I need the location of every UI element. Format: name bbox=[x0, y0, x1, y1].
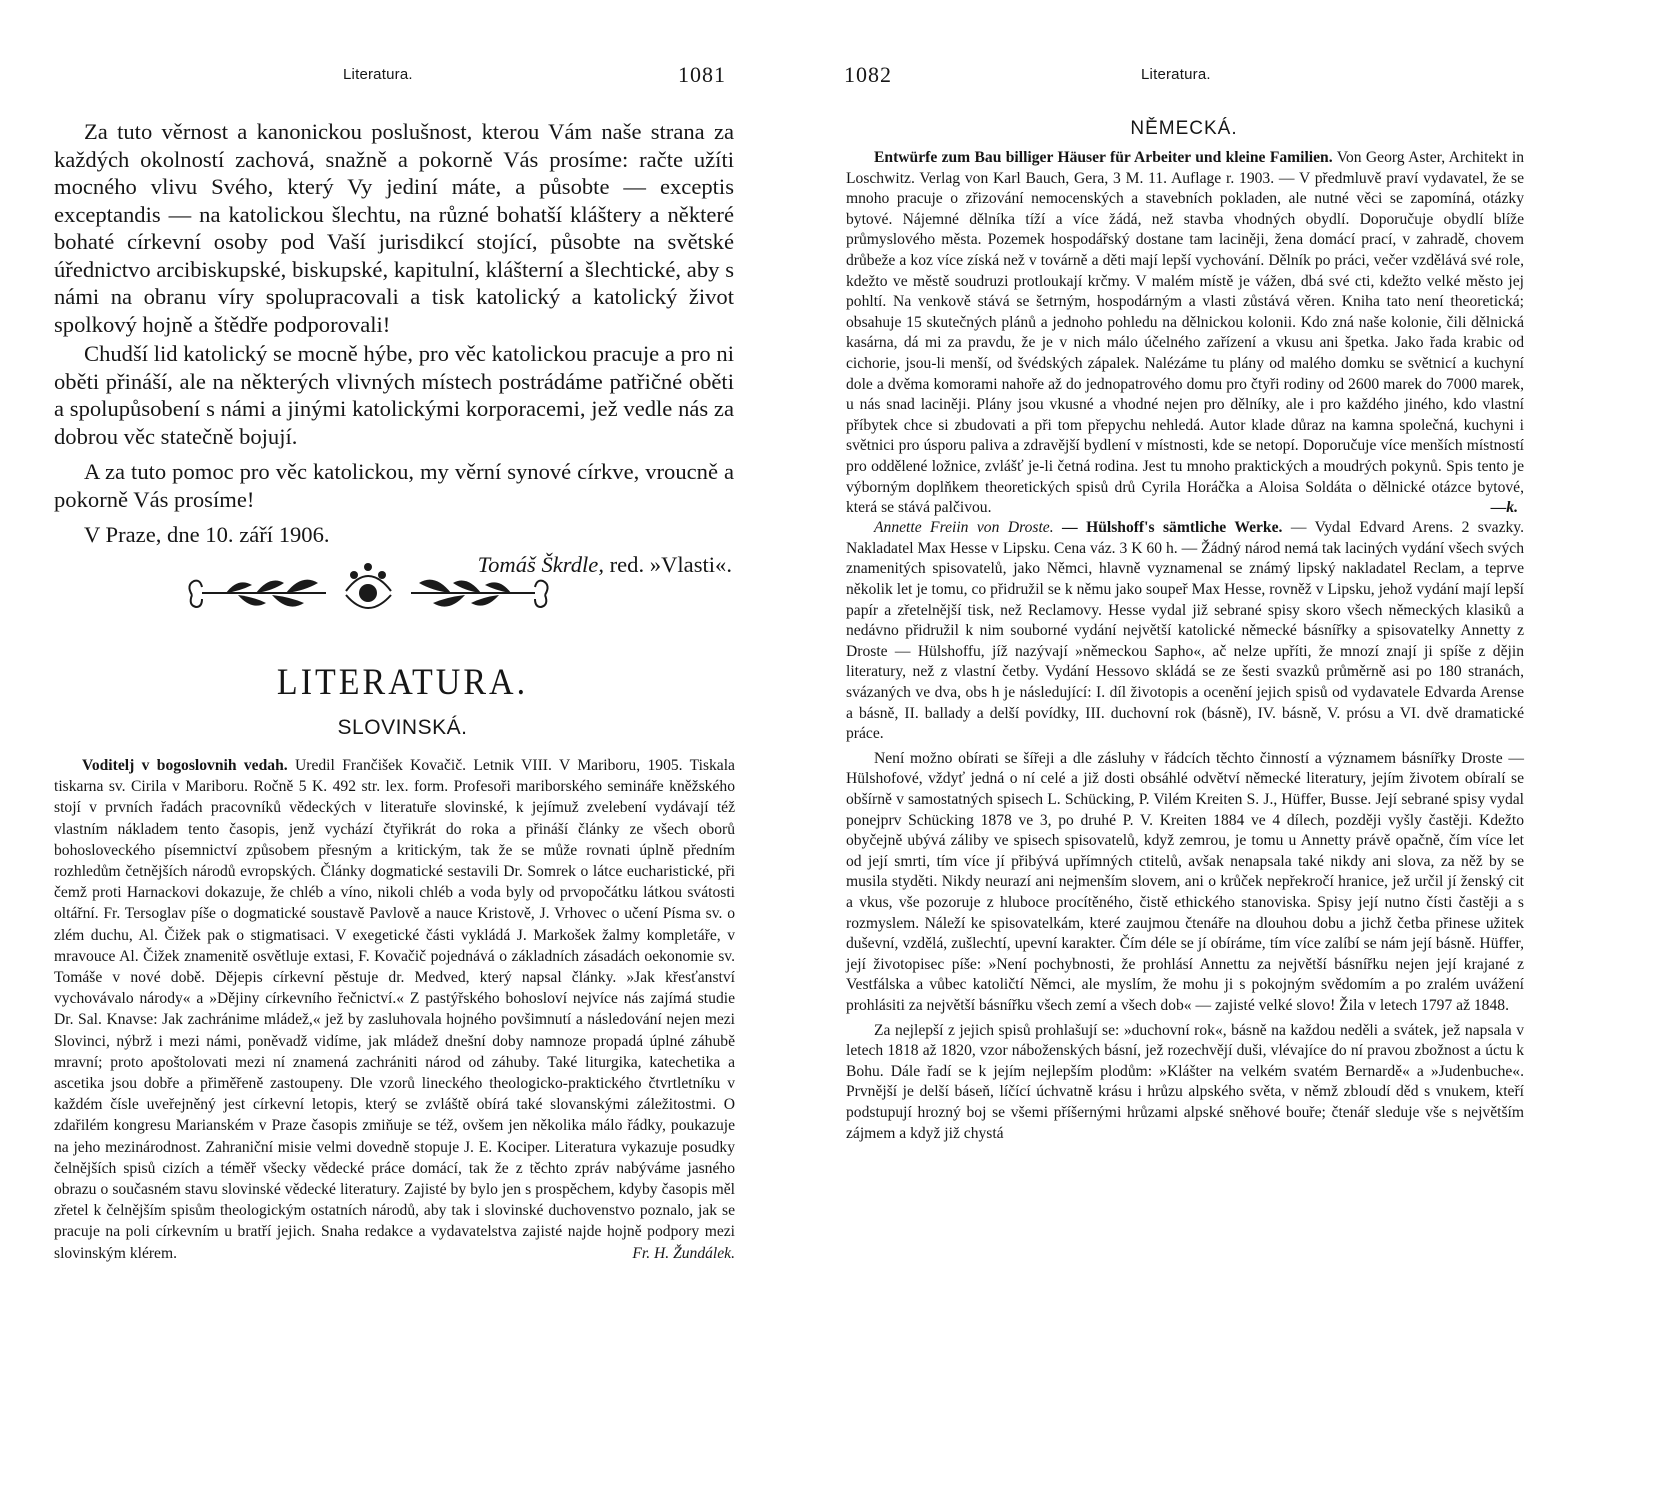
review-signature: Fr. H. Žundálek. bbox=[632, 1244, 735, 1262]
review1-title: Entwürfe zum Bau billiger Häuser für Arbeiter und kleine Familien. bbox=[874, 149, 1333, 166]
letter-paragraph: Za tuto věrnost a kanonickou poslušnost, kterou Vám naše strana za každých okolností zachová, snažně a pokorně Vás prosíme: račte užíti mocného vlivu Svého, který Vy jediní máte, a působte — exceptis exceptandis — na katolickou šlechtu, na různé bohatší kláštery a některé bohaté církevní osoby pod Vaší jurisdikcí stojící, působte na světské úřednictvo arcibiskupské, biskupské, kapitulní, klášterní a šlechtické, aby s námi na obranu víry spolupracovali a tisk katolický a katolický život spolkový hojně a štědře podporovali! bbox=[54, 119, 734, 337]
section-title: LITERATURA. bbox=[276, 662, 529, 703]
signature-role: red. »Vlasti«. bbox=[603, 551, 732, 577]
letter-paragraph: Chudší lid katolický se mocně hýbe, pro věc katolickou pracuje a pro ni oběti přináší, ale na některých vlivných místech postrádáme patřičné oběti a spolupůsobení s námi a jinými katolickými korporacemi, jež vedle nás za dobrou věc statečně bojují. bbox=[54, 341, 734, 449]
floral-ornament-icon bbox=[186, 555, 551, 625]
running-head: Literatura. bbox=[343, 66, 413, 83]
review-text: Uredil Frančišek Kovačič. Letnik VIII. V Mariboru, 1905. Tiskala tiskarna sv. Cirila v Mariboru. Ročně 5 K. 492 str. lex. form. Profesoři mariborského semináře kněžského stojí v prvních řadách pracovníků vědeckých v literatuře slovinské, k jejímuž zvelebení vydávají též vlastním nákladem tento časopis, jenž vychází čtyřikrát do roka a přináší články ze všech oborů bohosloveckého písemnictví způsobem přesným a kritickým, tak že se může rovnati úplně předním rozhledům četnějších národů evropských. Články dogmatické sestavili Dr. Somrek o látce eucharistické, při čemž proti Harnackovi dokazuje, že chléb a víno, nikoli chléb a voda byly od prvopočátku látkou svátosti oltářní. Fr. Tersoglav píše o dogmatické soustavě Pavlově a nauce Kristově, J. Vrhovec o učení Písma sv. o zlém duchu, Al. Čižek pak o stigmatisaci. V exegetické části vykládá J. Markošek žalmy kompletáře, v mravouce Al. Čižek znamenitě osvětluje extasi, F. Kovačič pojednává o základních zásadách oekonomie sv. Tomáše v nové době. Dějepis církevní pěstuje dr. Medved, který napsal články. »Jak křesťanství vychovávalo národy« a »Dějiny církevního řečnictví.« Z pastýřského bohosloví nejvíce nás zajímá studie Dr. Sal. Knavse: Jak zachránime mládež,« jež by zasluhovala hojného povšimnutí a následování nejen mezi Slovinci, nýbrž i mezi námi, poněvadž vidíme, jak mládež dnešní doby namnoze propadá úplné záhubě mravní; proto apoštolovati mezi ní znamená zachrániti národ od záhuby. Také liturgika, katechetika a ascetika jsou dobře a přiměřeně zastoupeny. Dle vzorů lineckého theologicko-praktického čtvrtletníku v každém čísle uveřejněný jest církevní letopis, který se zvláště obírá také slovanskými záležitostmi. O zdařilém kongresu Marianském v Praze časopis zmiňuje se též, ovšem jen několika málo řádky, poukazuje na jeho mezinárodnost. Zahraniční misie velmi dovedně stopuje J. E. Kociper. Literatura vykazuje posudky čelnějších spisů cizích a téměř všecky vědecké práce domácí, tak že z těchto zpráv nabýváme jasného obrazu o současném stavu slovinské vědecké literatury. Zajisté by bylo jen s prospěchem, kdyby časopis měl zřetel k čelnějším spisům theologickým ostatních národů, aby tak i slovinské duchovenstvo poznalo, jak se pracuje na poli církevním u bratří jejich. Snaha redakce a vydavatelstva zajisté najde hojně podpory mezi slovinským klérem. bbox=[54, 757, 735, 1262]
review1-text: Von Georg Aster, Architekt in Loschwitz. Verlag von Karl Bauch, Gera, 3 M. 11. Auflage r. 1903. — V předmluvě praví vydavatel, že se mnoho pracuje o zřizování nemocenských a stavebních pokladen, ale nutné věci se zapomíná, otázky bytové. Nájemné dělníka tíží a více žádá, než stavba vhodných obydlí. Doporučuje obydlí blíže průmyslového města. Pozemek hospodářský dostane tam laciněji, žena domácí prací, v zahradě, chovem drůbeže a koz více získá než v továrně a děti mají lepší vychování. Dělník po práci, večer vzdělává své role, kdežto ve městě soudruzi protloukají krčmy. V malém místě je vážen, dbá své cti, kdežto velké město jej pohltí. Na venkově stává se šetrným, hospodárným a vlasti zůstává věren. Kniha tato není theoretická; obsahuje 15 skutečných plánů a jednoho pohledu na dělnickou kolonii. Kdo zná naše kolonie, čili dělnická kasárna, dá mi za pravdu, že je v nich málo účelného zařízení a vkusu ani špetka. Jako řada krabic od cichorie, jsou-li menší, od švédských zápalek. Nalézáme tu plány od malého domku se světnicí a kuchyní dole a dvěma komorami nahoře až do jednopatrového domu pro čtyři rodiny od 2600 marek do 7000 marek, u nás snad laciněji. Plány jsou vkusné a vhodné nejen pro dělníky, ale i pro každého jiného, kdo vlastní příbytek chce si zbudovati a při tom přepychu nehledá. Autor klade důraz na kamna společná, kuchyni i světnici pro úsporu paliva a zdravější bydlení v místnosti, kde se netopí. Doporučuje více menších místností pro oddělené ložnice, zvlášť je-li četná rodina. Jest tu mnoho praktických a moudrých pokynů. Spis tento je výborným doplňkem theoretických spisů drů Cyrila Horáčka a Aloisa Soldáta o dělnické otázce bytové, která se stává palčivou. bbox=[846, 149, 1524, 517]
slovenian-review bbox=[54, 755, 735, 1264]
review1-signature: —k. bbox=[1490, 498, 1518, 516]
signature-name: Tomáš Škrdle, bbox=[477, 551, 604, 577]
review2-title: — Hülshoff's sämtliche Werke. bbox=[1053, 519, 1283, 537]
page-number: 1081 bbox=[678, 62, 726, 87]
right-page bbox=[834, 0, 1668, 1500]
letter-paragraph: A za tuto pomoc pro věc katolickou, my věrní synové církve, vroucně a pokorně Vás prosíme! bbox=[54, 459, 734, 512]
petition-letter bbox=[54, 118, 734, 578]
review-paragraph: Za nejlepší z jejich spisů prohlašují se: »duchovní rok«, básně na každou neděli a svátek, jež napsala v letech 1818 až 1820, vzor náboženských básní, jež rozechvějí duši, vlévajíce do ní pravou zbožnost a úctu k Bohu. Dále řadí se k jejím nejlepším plodům: »Klášter na velkém svatém Bernardě« a »Judenbuche«. Prvnější je delší báseň, líčící úchvatně krásu i hrůzu alpského světa, v němž zbloudí děd s vnukem, kteří podstupují hrozný boj se všemi příšernými hrůzami alpské sněhové bouře; čtenář sleduje vše s největším zájmem a když již chystá bbox=[846, 1021, 1524, 1142]
review-paragraph: Není možno obírati se šířeji a dle zásluhy v řádcích těchto činností a významem básnířky Droste — Hülshofové, vždyť jedná o ní celé a již dosti obsáhlé odvětví německé literatury, jejím životem obíralí se obšírně v samostatných spisech L. Schücking, P. Vilém Kreiten S. J., Hüffer, Busse. Její sebrané spisy vydal ponejprv Schücking 1878 ve 3, po druhé P. V. Kreiten 1884 ve 4 dílech, později vyšly častěji. Kdežto obyčejně ubývá záliby ve spisech spisovatelů, když zemrou, je tomu u Annetty právě opačně, čím více let od její smrti, tím více jí přibývá upřímných ctitelů, avšak nenapsala také nikdy ani slova, za něž by se musila styděti. Nikdy neurazí ani nejmenším slovem, ani o krůček nepřekročí hranice, jež určil jí ženský cit a vkus, vše pozoruje z hluboce procítěného, čistě ethického stanoviska. Spisy její nutno čísti častěji a s rozmyslem. Náleží ke spisovatelkám, které zaujmou čtenáře na dlouhou dobu a jichž četba přinese užitek duševní, vzdělá, zušlechtí, upevní karakter. Čím déle se jí obíráme, tím více zalíbí se nám její básně. Hüffer, její životopisec píše: »Není pochybnosti, že prohlásí Annettu za největší básnířku nejen její krajané z Vestfálska a vůbec katoličtí Němci, ale myslím, že mohu ji s pokojným svědomím a po zralém uvážení prohlásiti za největší básnířku všech zemí a všech dob« — zajisté velké slovo! Žila v letech 1797 až 1848. bbox=[846, 749, 1524, 1014]
running-head: Literatura. bbox=[1141, 66, 1211, 83]
review2-author: Annette Freiin von Droste. bbox=[874, 519, 1054, 537]
review-paragraph bbox=[846, 148, 1524, 519]
review-title: Voditelj v bogoslovnih vedah. bbox=[82, 757, 288, 774]
page-number: 1082 bbox=[844, 62, 892, 87]
dateline: V Praze, dne 10. září 1906. bbox=[84, 522, 330, 547]
subsection-title: SLOVINSKÁ. bbox=[337, 716, 468, 739]
review-paragraph bbox=[54, 755, 735, 1264]
review-paragraph bbox=[846, 518, 1524, 745]
review2-text: — Vydal Edvard Arens. 2 svazky. Nakladatel Max Hesse v Lipsku. Cena váz. 3 K 60 h. — Žádný národ nemá tak laciných vydání všech svých znamenitých spisovatelů, jako Němci, hlavně vyznamenal se známý lipský nakladatel Reclam, a teprve několik let je tomu, co přidružil se k němu jako soupeř Max Hesse, rovněž v Lipsku, jehož vydání mají lepší papír a zřetelnější tisk, než Reclamovy. Hesse vydal již sebrané spisy skoro všech německých klasiků a nedávno přidružil k nim souborné vydání největší katolické německé básnířky a spisovatelky Annetty z Droste — Hülshoffu, jíž nazývají »německou Sapho«, ač nelze upříti, že mnozí znají ji spíše z dějin literatury, než z vlastní četby. Vydání Hessovo skládá se ze šesti svazků průměrně asi po 180 stranách, svázaných ve dva, obs h je následující: I. díl životopis a ocenění jejich spisů od vydavatele Edvarda Arense a básně, II. ballady a delší povídky, III. duchovní rok (básně), IV. básně, V. prósu a VI. dvě dramatické práce. bbox=[846, 519, 1524, 743]
section-title: NĚMECKÁ. bbox=[1130, 118, 1238, 139]
german-reviews bbox=[846, 148, 1524, 1144]
